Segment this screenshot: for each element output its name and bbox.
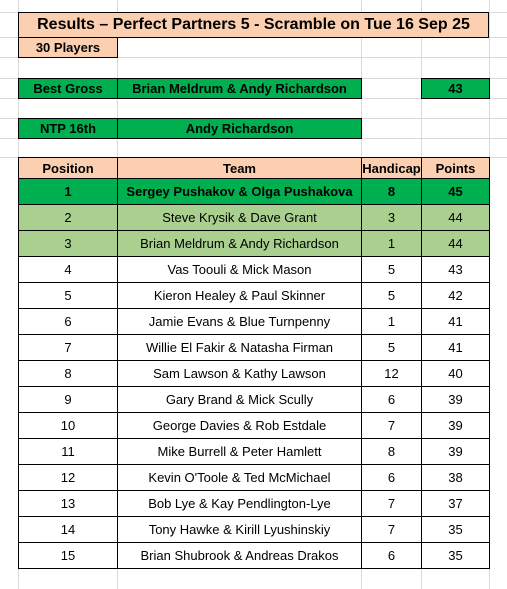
cell-position: 2	[18, 204, 118, 231]
best-gross-points: 43	[421, 78, 490, 99]
cell-position: 11	[18, 438, 118, 465]
cell-handicap: 8	[361, 178, 422, 205]
cell-points: 38	[421, 464, 490, 491]
cell-position: 1	[18, 178, 118, 205]
cell-position: 10	[18, 412, 118, 439]
cell-position: 14	[18, 516, 118, 543]
cell-team: Kevin O'Toole & Ted McMichael	[117, 464, 362, 491]
cell-handicap: 8	[361, 438, 422, 465]
cell-points: 39	[421, 412, 490, 439]
cell-position: 13	[18, 490, 118, 517]
best-gross-team: Brian Meldrum & Andy Richardson	[117, 78, 362, 99]
table-row	[18, 204, 490, 231]
table-row	[18, 308, 490, 335]
ntp-name: Andy Richardson	[117, 118, 362, 139]
table-row	[18, 412, 490, 439]
cell-team: Sam Lawson & Kathy Lawson	[117, 360, 362, 387]
cell-handicap: 5	[361, 282, 422, 309]
ntp-label: NTP 16th	[18, 118, 118, 139]
table-row	[18, 464, 490, 491]
header-points: Points	[421, 157, 490, 179]
cell-points: 41	[421, 308, 490, 335]
cell-handicap: 3	[361, 204, 422, 231]
cell-points: 44	[421, 230, 490, 257]
cell-handicap: 5	[361, 334, 422, 361]
cell-points: 40	[421, 360, 490, 387]
cell-team: Vas Toouli & Mick Mason	[117, 256, 362, 283]
cell-handicap: 1	[361, 230, 422, 257]
cell-team: Bob Lye & Kay Pendlington-Lye	[117, 490, 362, 517]
table-row	[18, 490, 490, 517]
header-team: Team	[117, 157, 362, 179]
cell-team: Steve Krysik & Dave Grant	[117, 204, 362, 231]
cell-points: 37	[421, 490, 490, 517]
table-row	[18, 282, 490, 309]
cell-position: 5	[18, 282, 118, 309]
header-position: Position	[18, 157, 118, 179]
cell-points: 41	[421, 334, 490, 361]
cell-position: 6	[18, 308, 118, 335]
cell-team: Gary Brand & Mick Scully	[117, 386, 362, 413]
cell-handicap: 7	[361, 490, 422, 517]
best-gross-label: Best Gross	[18, 78, 118, 99]
cell-points: 39	[421, 386, 490, 413]
cell-handicap: 5	[361, 256, 422, 283]
cell-position: 3	[18, 230, 118, 257]
cell-team: Jamie Evans & Blue Turnpenny	[117, 308, 362, 335]
table-row	[18, 386, 490, 413]
cell-team: Kieron Healey & Paul Skinner	[117, 282, 362, 309]
cell-team: George Davies & Rob Estdale	[117, 412, 362, 439]
cell-points: 35	[421, 516, 490, 543]
cell-position: 9	[18, 386, 118, 413]
cell-team: Brian Shubrook & Andreas Drakos	[117, 542, 362, 569]
cell-team: Brian Meldrum & Andy Richardson	[117, 230, 362, 257]
cell-handicap: 6	[361, 542, 422, 569]
table-row	[18, 438, 490, 465]
cell-points: 45	[421, 178, 490, 205]
page-title: Results – Perfect Partners 5 - Scramble on Tue 16 Sep 25	[18, 12, 489, 38]
cell-handicap: 1	[361, 308, 422, 335]
cell-points: 39	[421, 438, 490, 465]
cell-team: Mike Burrell & Peter Hamlett	[117, 438, 362, 465]
table-row	[18, 256, 490, 283]
cell-position: 15	[18, 542, 118, 569]
table-row	[18, 542, 490, 569]
cell-team: Sergey Pushakov & Olga Pushakova	[117, 178, 362, 205]
cell-team: Willie El Fakir & Natasha Firman	[117, 334, 362, 361]
cell-points: 43	[421, 256, 490, 283]
header-handicap: Handicap	[361, 157, 422, 179]
table-row	[18, 516, 490, 543]
table-row	[18, 178, 490, 205]
cell-handicap: 12	[361, 360, 422, 387]
cell-handicap: 7	[361, 412, 422, 439]
cell-handicap: 6	[361, 464, 422, 491]
cell-position: 8	[18, 360, 118, 387]
cell-points: 44	[421, 204, 490, 231]
cell-position: 4	[18, 256, 118, 283]
players-count: 30 Players	[18, 37, 118, 58]
cell-position: 12	[18, 464, 118, 491]
table-header	[18, 157, 490, 179]
cell-team: Tony Hawke & Kirill Lyushinskiy	[117, 516, 362, 543]
table-row	[18, 334, 490, 361]
cell-points: 42	[421, 282, 490, 309]
cell-handicap: 7	[361, 516, 422, 543]
table-row	[18, 360, 490, 387]
table-row	[18, 230, 490, 257]
cell-points: 35	[421, 542, 490, 569]
cell-handicap: 6	[361, 386, 422, 413]
cell-position: 7	[18, 334, 118, 361]
